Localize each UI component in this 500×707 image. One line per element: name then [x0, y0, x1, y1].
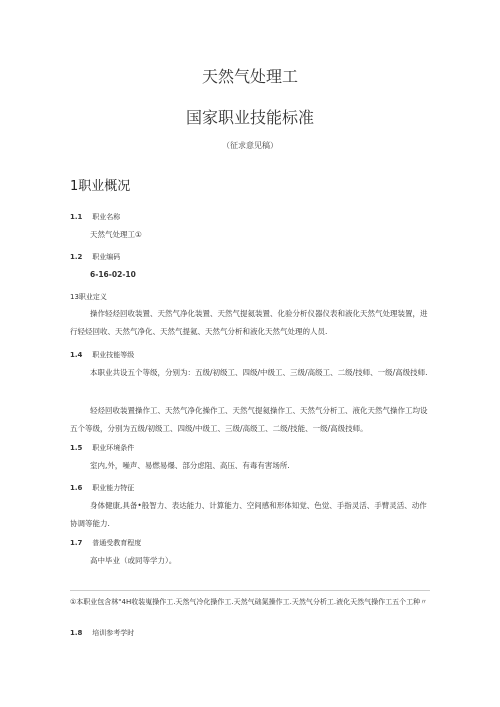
- occupation-definition: 操作轻烃回收装置、天然气净化装置、天然气提氦装置、化验分析仪器仪表和液化天然气处理装置，进行轻烃回收、天然气净化、天然气提氦、天然气分析和液化天然气处理的人员.: [70, 309, 428, 336]
- section-label: 职业名称: [92, 213, 121, 221]
- section-1-6-heading: [70, 483, 134, 493]
- section-label: 职业环境条件: [92, 444, 135, 452]
- section-1-5-heading: [70, 443, 134, 453]
- section-number: 1.8: [70, 629, 83, 637]
- section-number: 1.7: [70, 539, 83, 547]
- section-1-1-heading: [70, 212, 120, 222]
- work-environment: 室内,外，噪声、易燃易爆、部分虑阻、高压、有毒有害场所.: [90, 461, 290, 470]
- footnote: ①本职业包含林"4H收装嵬操作工.天然气冷化操作工.天然气础氮操作工.天然气分析工.液化天然气操作工五个工种〃: [70, 598, 428, 606]
- section-1-3-heading: 13职业定义: [70, 293, 107, 301]
- section-number: 1.2: [70, 253, 83, 261]
- skill-levels-paragraph: 本职业共设五个等级，分别为：五级/初级工、四级/中级工、三级/高级工、二级/技师、一级/高级技师.: [90, 368, 428, 377]
- section-label: 职业编码: [92, 253, 121, 261]
- document-title: 天然气处理工: [201, 67, 298, 86]
- section-label: 普通受教育程度: [92, 539, 142, 547]
- section-1-4-heading: [70, 350, 134, 360]
- section-1-2-heading: [70, 252, 120, 262]
- occupation-name: 天然气处理工①: [90, 230, 142, 239]
- job-types-paragraph: 轻烃回收装置操作工、天然气净化操作工、天然气提氦操作工、天然气分析工、液化天然气操作工均设五个等级，分别为五级/初级工、四级/中级工、三级/高级工、二级/技能、一级/高级技师。: [70, 406, 428, 433]
- section-label: 培训参考学时: [92, 629, 135, 637]
- chapter-heading: 1职业概况: [70, 179, 131, 194]
- section-number: 1.4: [70, 351, 83, 359]
- draft-note: （征求意见稿）: [222, 141, 278, 150]
- section-number: 1.1: [70, 213, 83, 221]
- occupation-code: 6-16-02-10: [90, 270, 136, 279]
- section-1-7-heading: [70, 538, 141, 548]
- section-number: 1.5: [70, 444, 83, 452]
- education-level: 高中毕业（或同等学力）。: [90, 556, 177, 565]
- document-subtitle: 国家职业技能标准: [185, 108, 314, 127]
- section-label: 职业能力特征: [92, 484, 135, 492]
- section-label: 职业技能等级: [92, 351, 135, 359]
- ability-traits: 身体健康,具备•般智力、表达能力、计算能力、空间感和形体知觉、色觉、手指灵活、手臂灵活、动作协调等能力.: [70, 501, 427, 528]
- section-1-8-heading: [70, 628, 134, 638]
- footnote-divider: [70, 590, 430, 591]
- section-number: 1.6: [70, 484, 83, 492]
